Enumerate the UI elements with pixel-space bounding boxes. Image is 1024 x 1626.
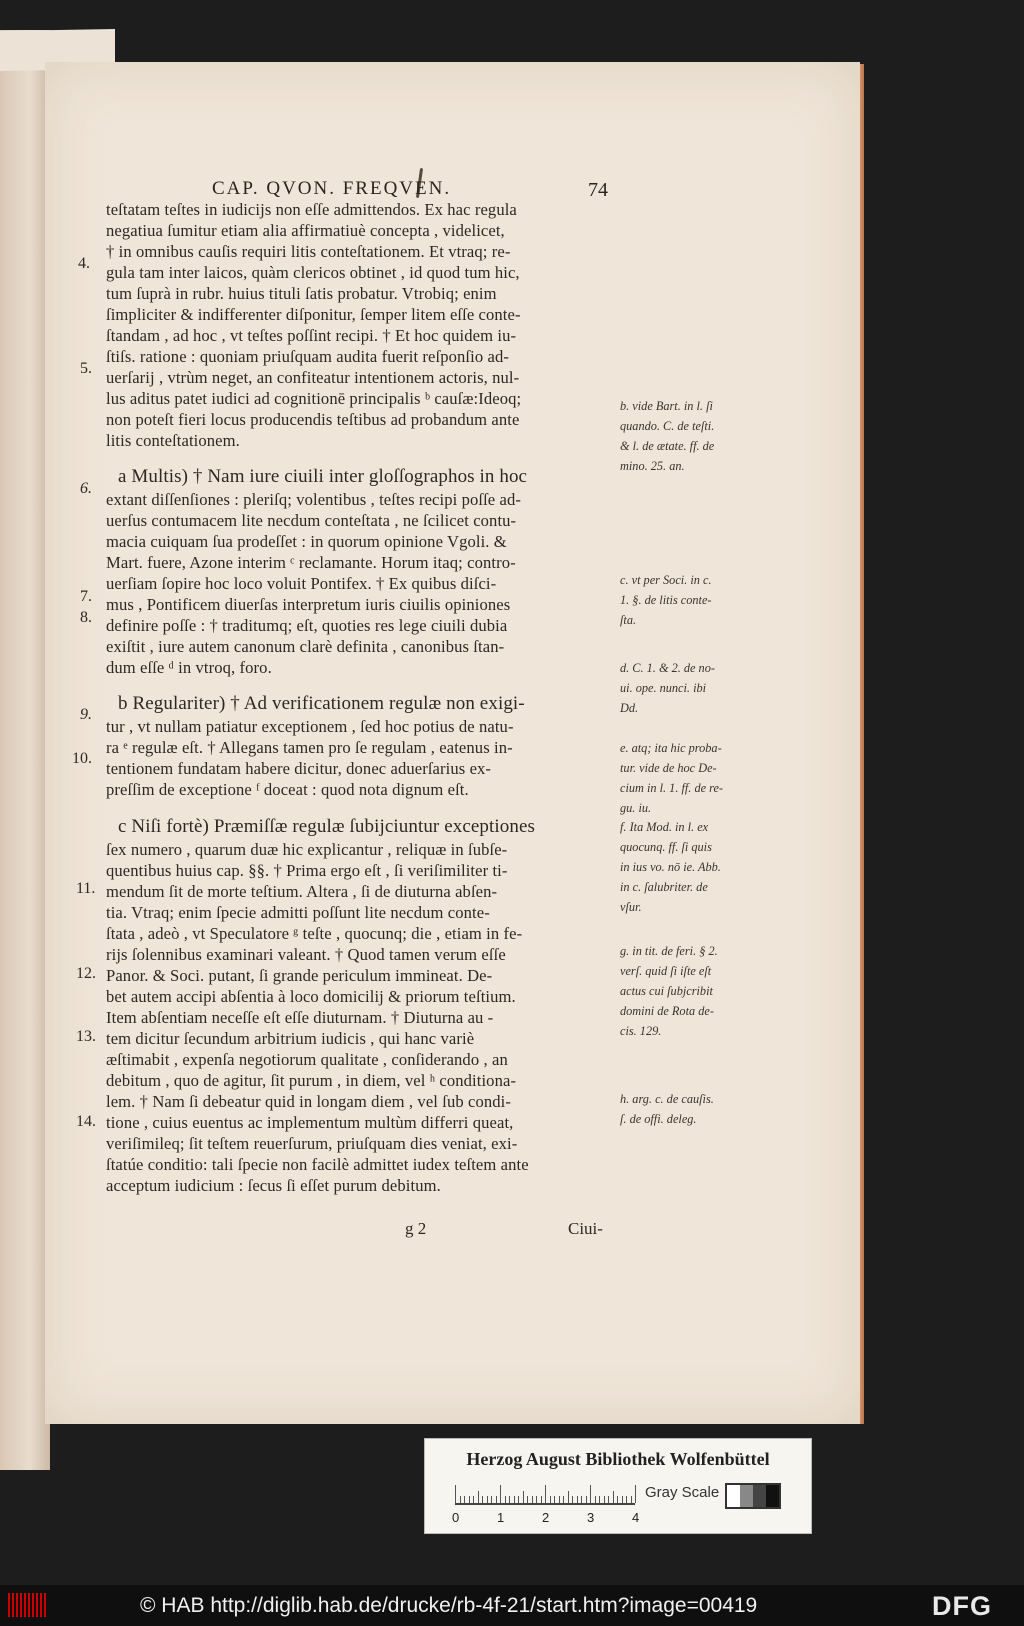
text-line: æſtimabit , expenſa negotiorum qualitate , conſiderando , an	[106, 1050, 508, 1069]
ruler-tick	[496, 1496, 497, 1503]
ruler-tick	[500, 1485, 501, 1503]
ruler-tick	[577, 1496, 578, 1503]
margin-note: quando. C. de teſti.	[620, 419, 715, 433]
grayscale-swatch	[725, 1483, 781, 1509]
text-line: ſimpliciter & indifferenter diſponitur, ſemper litem eſſe conte-	[106, 305, 521, 324]
text-line: tur , vt nullam patiatur exceptionem , ſed hoc potius de natu-	[106, 717, 514, 736]
margin-note: actus cui ſubjcribit	[620, 984, 713, 998]
text-line: lem. † Nam ſi debeatur quid in longam diem , vel ſub condi-	[106, 1092, 511, 1111]
ruler-tick	[554, 1496, 555, 1503]
line-number: 13.	[76, 1028, 96, 1045]
text-line: uerſiam ſopire hoc loco voluit Pontifex. † Ex quibus diſci-	[106, 574, 497, 593]
line-number: 10.	[72, 750, 92, 767]
ruler-tick	[545, 1485, 546, 1503]
ruler-tick	[541, 1496, 542, 1503]
ruler-tick	[608, 1496, 609, 1503]
ruler-tick	[464, 1496, 465, 1503]
ruler-tick	[460, 1496, 461, 1503]
ruler-tick	[469, 1496, 470, 1503]
ruler-tick	[536, 1496, 537, 1503]
margin-note: cis. 129.	[620, 1024, 662, 1038]
margin-note: d. C. 1. & 2. de no-	[620, 661, 715, 675]
barcode-icon	[8, 1593, 46, 1617]
text-line: tem dicitur ſecundum arbitrium iudicis , qui hanc variè	[106, 1029, 475, 1048]
margin-note: ſ. de offi. deleg.	[620, 1112, 697, 1126]
ruler-number: 4	[632, 1510, 640, 1525]
margin-note: f. Ita Mod. in l. ex	[620, 820, 709, 834]
ruler-tick	[631, 1496, 632, 1503]
ruler-tick	[482, 1496, 483, 1503]
text-line: b Regulariter) † Ad verificationem regulæ non exigi-	[118, 693, 525, 714]
text-line: rijs ſolennibus examinari valeant. † Quod tamen verum eſſe	[106, 945, 506, 964]
library-label-title: Herzog August Bibliothek Wolfenbüttel	[466, 1449, 770, 1469]
ruler-tick	[563, 1496, 564, 1503]
text-line: lus aditus patet iudici ad cognitionē principalis ᵇ cauſæ:Ideoq;	[106, 389, 522, 408]
line-number: 14.	[76, 1113, 96, 1130]
previous-page-edge	[0, 30, 50, 1470]
ruler-tick	[478, 1491, 479, 1503]
text-line: ſtata , adeò , vt Speculatore ᵍ teſte , quocunq; die , etiam in fe-	[106, 924, 523, 943]
ruler-tick	[491, 1496, 492, 1503]
line-number: 5.	[80, 360, 92, 377]
text-line: veriſimileq; ſit teſtem reuerſurum, priuſquam dies veniat, exi-	[106, 1134, 518, 1153]
text-line: non poteſt fieri locus producendis teſtibus ad probandum ante	[106, 410, 520, 429]
margin-note: g. in tit. de feri. § 2.	[620, 944, 718, 958]
text-line: c Niſi fortè) Præmiſſæ regulæ ſubijciuntur exceptiones	[118, 816, 535, 837]
text-line: preſſim de exceptione ᶠ doceat : quod nota dignum eſt.	[106, 780, 469, 799]
line-number: 6.	[80, 480, 92, 497]
margin-note: & l. de ætate. ff. de	[620, 439, 715, 453]
dfg-logo: DFG	[932, 1591, 992, 1621]
text-line: tum ſuprà in rubr. huius tituli ſatis probatur. Vtrobiq; enim	[106, 284, 497, 303]
text-line: teſtatam teſtes in iudicijs non eſſe admittendos. Ex hac regula	[106, 200, 517, 219]
ruler-number: 3	[587, 1510, 595, 1525]
line-number: 8.	[80, 609, 92, 626]
text-line: mendum ſit de morte teſtium. Altera , ſi de diuturna abſen-	[106, 882, 498, 901]
line-number: 11.	[76, 880, 96, 897]
margin-note: vſur.	[620, 900, 642, 914]
ruler-number: 1	[497, 1510, 505, 1525]
margin-note: verſ. quid ſi iſte eſt	[620, 964, 712, 978]
ruler-tick	[473, 1496, 474, 1503]
line-number: 12.	[76, 965, 96, 982]
library-color-label	[424, 1438, 812, 1534]
text-line: a Multis) † Nam iure ciuili inter gloſſographos in hoc	[118, 466, 528, 487]
ruler-tick	[509, 1496, 510, 1503]
ruler-tick	[455, 1485, 456, 1503]
text-line: tione , cuius euentus ac implementum multùm differri queat,	[106, 1113, 514, 1132]
ruler-tick	[626, 1496, 627, 1503]
margin-note: tur. vide de hoc De-	[620, 761, 717, 775]
text-line: ſtiſs. ratione : quoniam priuſquam audita fuerit reſponſio ad-	[106, 347, 509, 366]
catchword: Ciui-	[568, 1219, 603, 1238]
text-line: ſtatúe conditio: tali ſpecie non facilè admittet iudex teſtem ante	[106, 1155, 529, 1174]
ruler-tick	[532, 1496, 533, 1503]
text-line: gula tam inter laicos, quàm clericos obtinet , id quod tum hic,	[106, 263, 520, 282]
margin-note: ui. ope. nunci. ibi	[620, 681, 707, 695]
margin-note: domini de Rota de-	[620, 1004, 714, 1018]
ruler-tick	[523, 1491, 524, 1503]
ruler-tick	[622, 1496, 623, 1503]
text-line: Panor. & Soci. putant, ſi grande periculum immineat. De-	[106, 966, 493, 985]
text-line: ſex numero , quarum duæ hic explicantur , reliquæ in ſubſe-	[106, 840, 508, 859]
line-number: 9.	[80, 706, 92, 723]
text-line: ra ᵉ regulæ eſt. † Allegans tamen pro ſe regulam , eatenus in-	[106, 738, 513, 757]
margin-note: mino. 25. an.	[620, 459, 685, 473]
margin-note: c. vt per Soci. in c.	[620, 573, 712, 587]
text-line: uerſus contumacem lite necdum conteſtata , ne ſcilicet contu-	[106, 511, 517, 530]
text-line: negatiua ſumitur etiam alia affirmatiuè concepta , videlicet,	[106, 221, 505, 240]
signature-mark: g 2	[405, 1219, 427, 1238]
margin-note: in c. ſalubriter. de	[620, 880, 708, 894]
ruler-tick	[550, 1496, 551, 1503]
ruler-tick	[568, 1491, 569, 1503]
margin-note: Dd.	[620, 701, 639, 715]
text-line: extant diſſenſiones : pleriſq; volentibus , teſtes recipi poſſe ad-	[106, 490, 521, 509]
text-line: definire poſſe : † traditumq; eſt, quoties res lege ciuili dubia	[106, 616, 508, 635]
text-line: acceptum iudicium : ſecus ſi eſſet purum debitum.	[106, 1176, 441, 1195]
ruler-tick	[527, 1496, 528, 1503]
text-line: exiſtit , iure autem canonum clarè definita , canonibus ſtan-	[106, 637, 505, 656]
ruler-tick	[505, 1496, 506, 1503]
ruler-tick	[586, 1496, 587, 1503]
text-line: † in omnibus cauſis requiri litis conteſtationem. Et vtraq; re-	[106, 242, 511, 261]
margin-note: cium in l. 1. ff. de re-	[620, 781, 724, 795]
footer-bar	[0, 1585, 1024, 1626]
text-line: uerſarij , vtrùm neget, an confiteatur intentionem actoris, nul-	[106, 368, 520, 387]
margin-note: in ius vo. nō ie. Abb.	[620, 860, 721, 874]
text-line: dum eſſe ᵈ in vtroq, foro.	[106, 658, 272, 677]
text-line: macia cuiquam ſua prodeſſet : in quorum opinione Vgoli. &	[106, 532, 507, 551]
text-line: tia. Vtraq; enim ſpecie admitti poſſunt lite necdum conte-	[106, 903, 490, 922]
ruler-number: 0	[452, 1510, 460, 1525]
text-line: debitum , quo de agitur, ſit purum , in diem, vel ʰ conditiona-	[106, 1071, 517, 1090]
margin-note: b. vide Bart. in l. ſi	[620, 399, 713, 413]
margin-note: h. arg. c. de cauſis.	[620, 1092, 714, 1106]
text-line: Item abſentiam neceſſe eſt eſſe diuturnam. † Diuturna au -	[106, 1008, 494, 1027]
running-title: CAP. QVON. FREQVEN.	[212, 178, 452, 199]
ruler-number: 2	[542, 1510, 550, 1525]
margin-note: ſta.	[620, 613, 637, 627]
ruler-tick	[635, 1485, 636, 1503]
grayscale-label: Gray Scale	[645, 1484, 720, 1501]
margin-note: gu. iu.	[620, 801, 652, 815]
text-line: mus , Pontificem diuerſas interpretum iuris ciuilis opiniones	[106, 595, 511, 614]
line-number: 4.	[78, 255, 90, 272]
text-line: quentibus huius cap. §§. † Prima ergo eſt , ſi veriſimiliter ti-	[106, 861, 508, 880]
text-line: Mart. fuere, Azone interim ᶜ reclamante. Horum itaq; contro-	[106, 553, 516, 572]
margin-note: quocunq. ff. ſi quis	[620, 840, 712, 854]
line-number: 7.	[80, 588, 92, 605]
ruler-tick	[572, 1496, 573, 1503]
text-line: ſtandam , ad hoc , vt teſtes poſſint recipi. † Et hoc quidem iu-	[106, 326, 517, 345]
ruler-tick	[599, 1496, 600, 1503]
ruler-tick	[604, 1496, 605, 1503]
ruler-tick	[559, 1496, 560, 1503]
ruler-tick	[581, 1496, 582, 1503]
text-line: bet autem accipi abſentia à loco domicilij & priorum teſtium.	[106, 987, 516, 1006]
ruler-tick	[514, 1496, 515, 1503]
ruler-tick	[590, 1485, 591, 1503]
footer-url[interactable]: © HAB http://diglib.hab.de/drucke/rb-4f-21/start.htm?image=00419	[140, 1594, 758, 1617]
text-line: litis conteſtationem.	[106, 431, 240, 450]
margin-note: e. atq; ita hic proba-	[620, 741, 722, 755]
text-line: tentionem fundatam habere dicitur, donec aduerſarius ex-	[106, 759, 492, 778]
scale-ruler	[455, 1485, 635, 1505]
ruler-tick	[487, 1496, 488, 1503]
ruler-tick	[595, 1496, 596, 1503]
page-number: 74	[588, 179, 608, 201]
margin-note: 1. §. de litis conte-	[620, 593, 712, 607]
ruler-tick	[613, 1491, 614, 1503]
ruler-tick	[518, 1496, 519, 1503]
ruler-tick	[617, 1496, 618, 1503]
